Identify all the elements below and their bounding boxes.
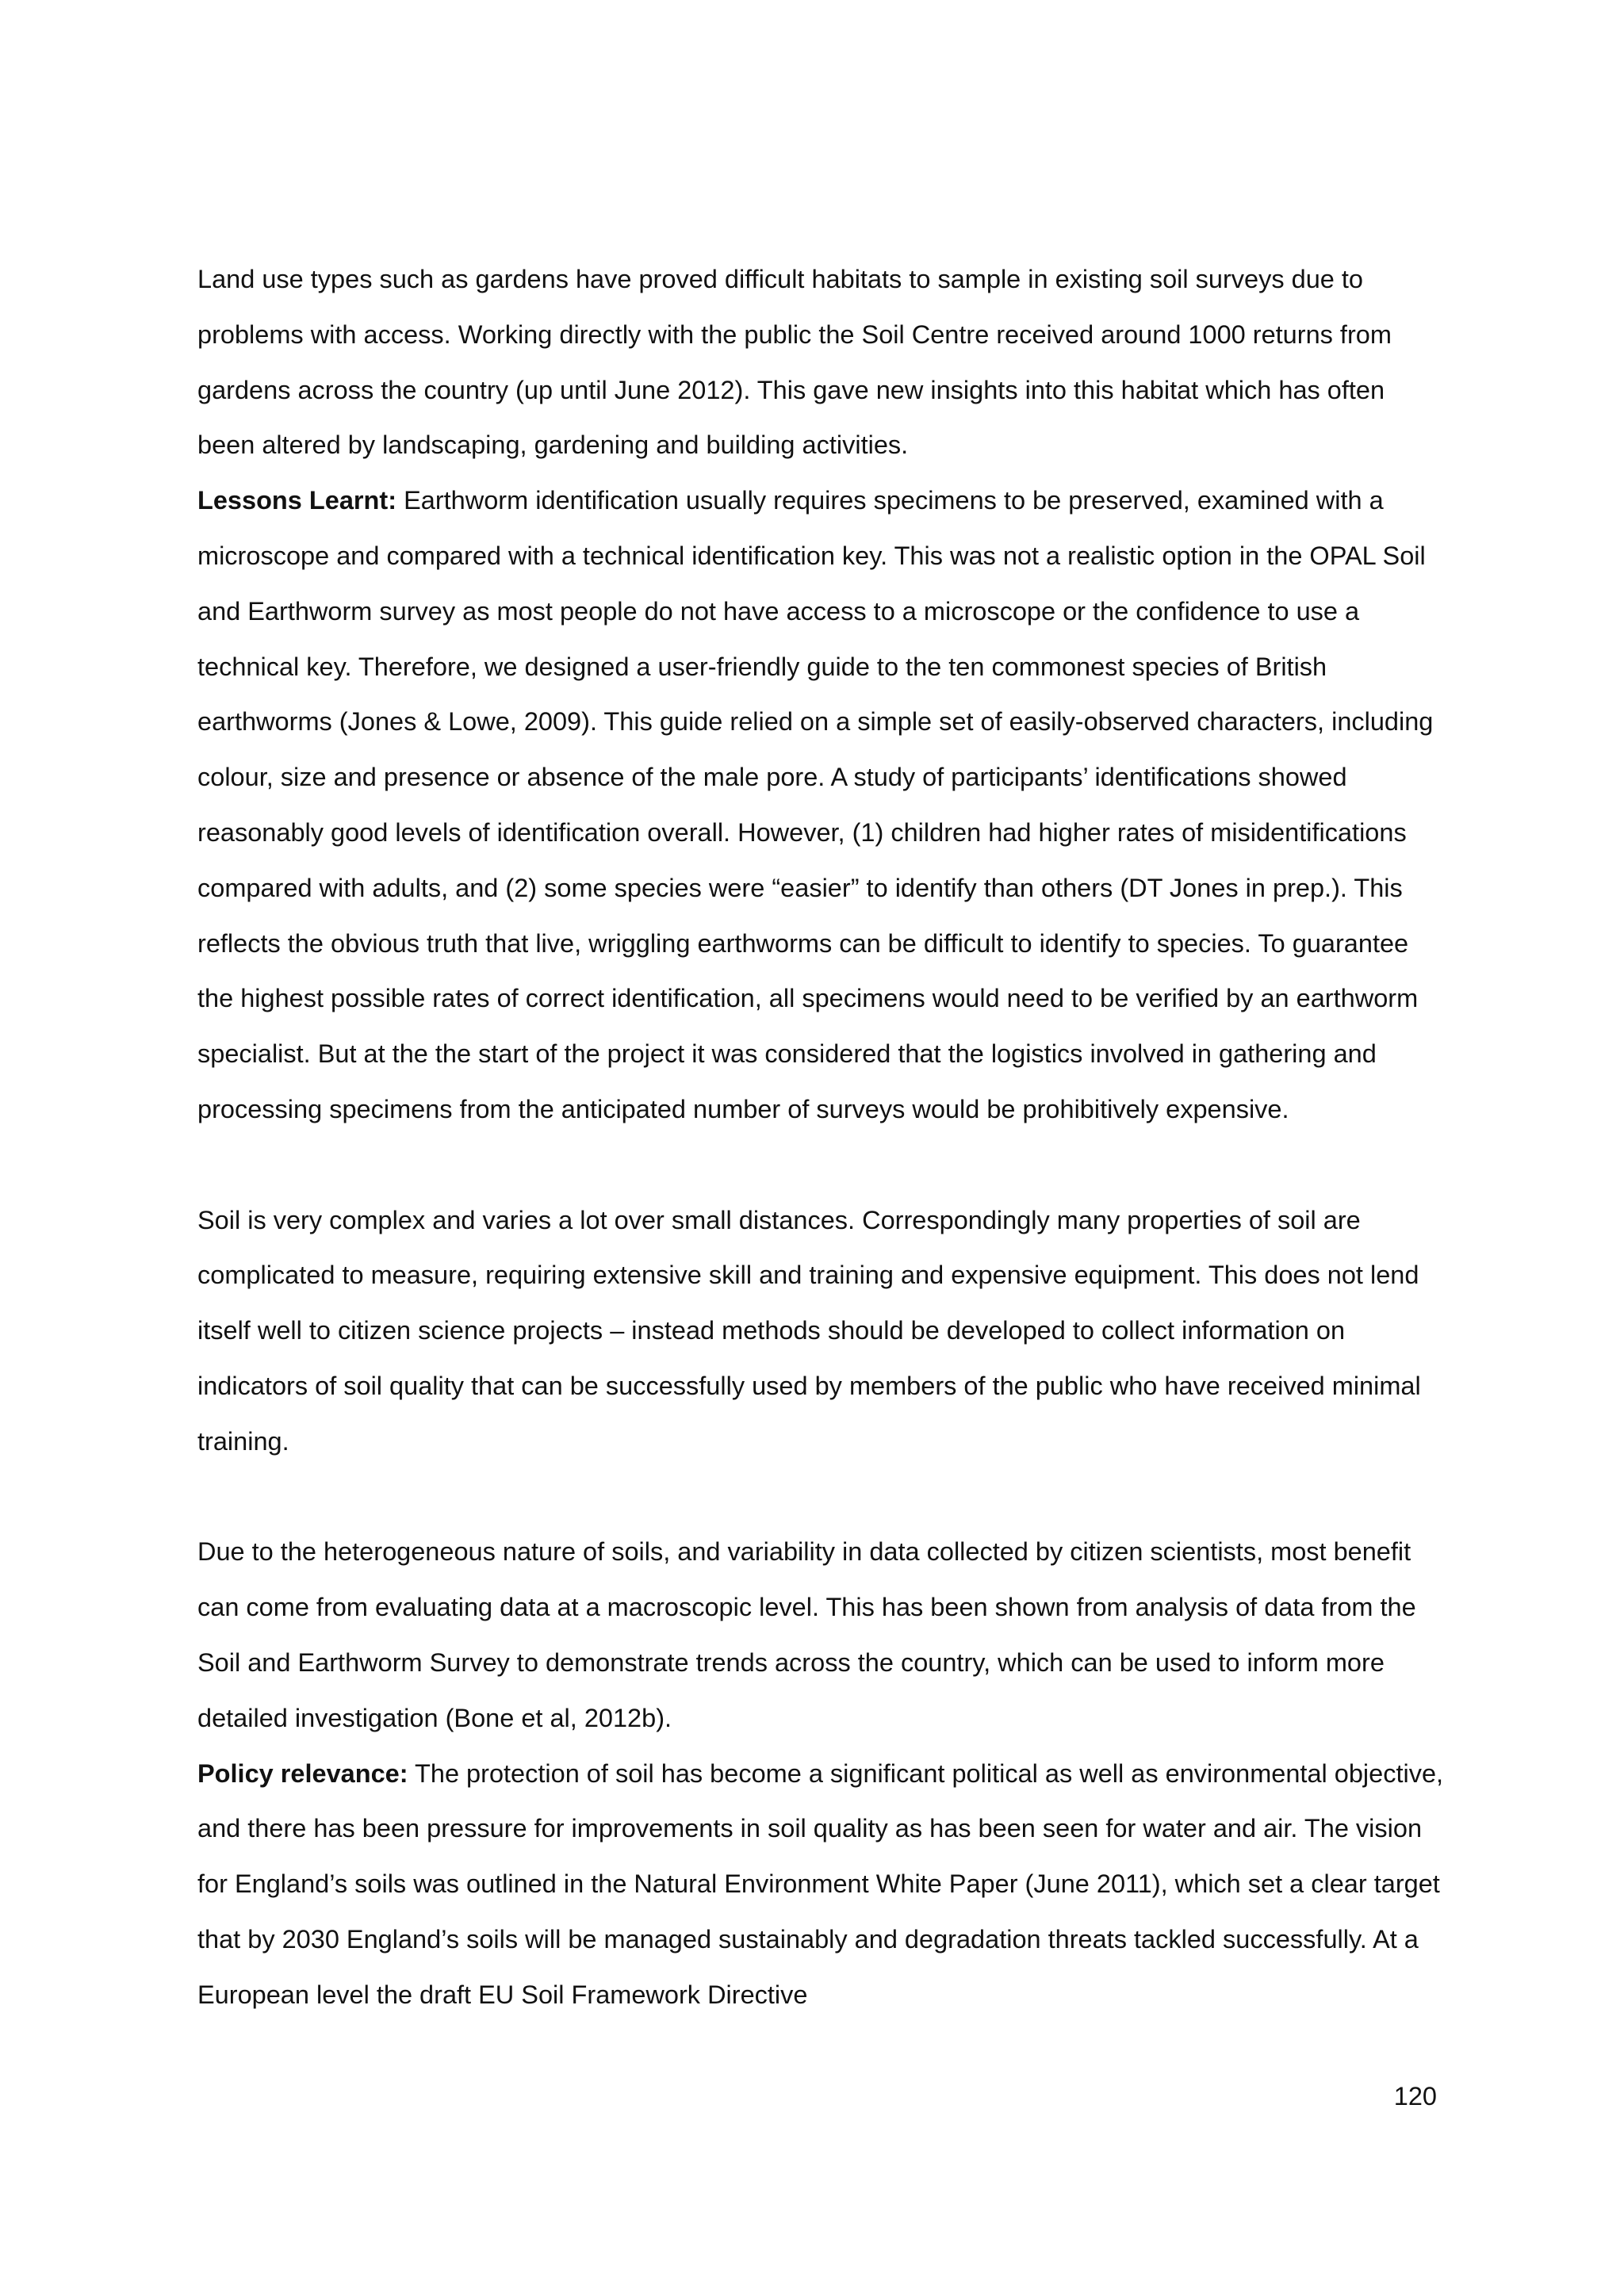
page-number: 120 [1393,2082,1437,2110]
paragraph-heading: Lessons Learnt: [197,486,397,515]
paragraph-text: Land use types such as gardens have proved difficult habitats to sample in existing soil surveys due to problems with access. Working directly with the public the Soil Centre received around 1000 returns from gardens across the country (up until June 2012). This gave new insights into this habitat which has often been altered by landscaping, gardening and building activities. [197,265,1392,460]
paragraph-lessons-learnt [197,473,1444,1138]
paragraph-text: The protection of soil has become a significant political as well as environmental objective, and there has been pressure for improvements in soil quality as has been seen for water and air. The vision for England’s soils was outlined in the Natural Environment White Paper (June 2011), which set a clear target that by 2030 England’s soils will be managed sustainably and degradation threats tackled successfully. At a European level the draft EU Soil Framework Directive [197,1758,1444,2009]
paragraph-text: Soil is very complex and varies a lot over small distances. Correspondingly many properties of soil are complicated to measure, requiring extensive skill and training and expensive equipment. This does not lend itself well to citizen science projects – instead methods should be developed to collect information on indicators of soil quality that can be successfully used by members of the public who have received minimal training. [197,1205,1421,1456]
paragraph-policy-relevance [197,1747,1444,2023]
paragraph-heterogeneous [197,1525,1444,1746]
paragraph-heading: Policy relevance: [197,1758,408,1788]
paragraph-gardens [197,252,1444,473]
paragraph-text: Due to the heterogeneous nature of soils, and variability in data collected by citizen scientists, most benefit can come from evaluating data at a macroscopic level. This has been shown from analysis of data from the Soil and Earthworm Survey to demonstrate trends across the country, which can be used to inform more detailed investigation (Bone et al, 2012b). [197,1537,1416,1732]
paragraph-text: Earthworm identification usually requires specimens to be preserved, examined with a microscope and compared with a technical identification key. This was not a realistic option in the OPAL Soil and Earthworm survey as most people do not have access to a microscope or the confidence to use a technical key. Therefore, we designed a user-friendly guide to the ten commonest species of British earthworms (Jones & Lowe, 2009). This guide relied on a simple set of easily-observed characters, including colour, size and presence or absence of the male pore. A study of participants’ identifications showed reasonably good levels of identification overall. However, (1) children had higher rates of misidentifications compared with adults, and (2) some species were “easier” to identify than others (DT Jones in prep.). This reflects the obvious truth that live, wriggling earthworms can be difficult to identify to species. To guarantee the highest possible rates of correct identification, all specimens would need to be verified by an earthworm specialist. But at the the start of the project it was considered that the logistics involved in gathering and processing specimens from the anticipated number of surveys would be prohibitively expensive. [197,486,1434,1123]
paragraph-soil-complexity [197,1193,1444,1470]
body-text [197,252,1444,2023]
